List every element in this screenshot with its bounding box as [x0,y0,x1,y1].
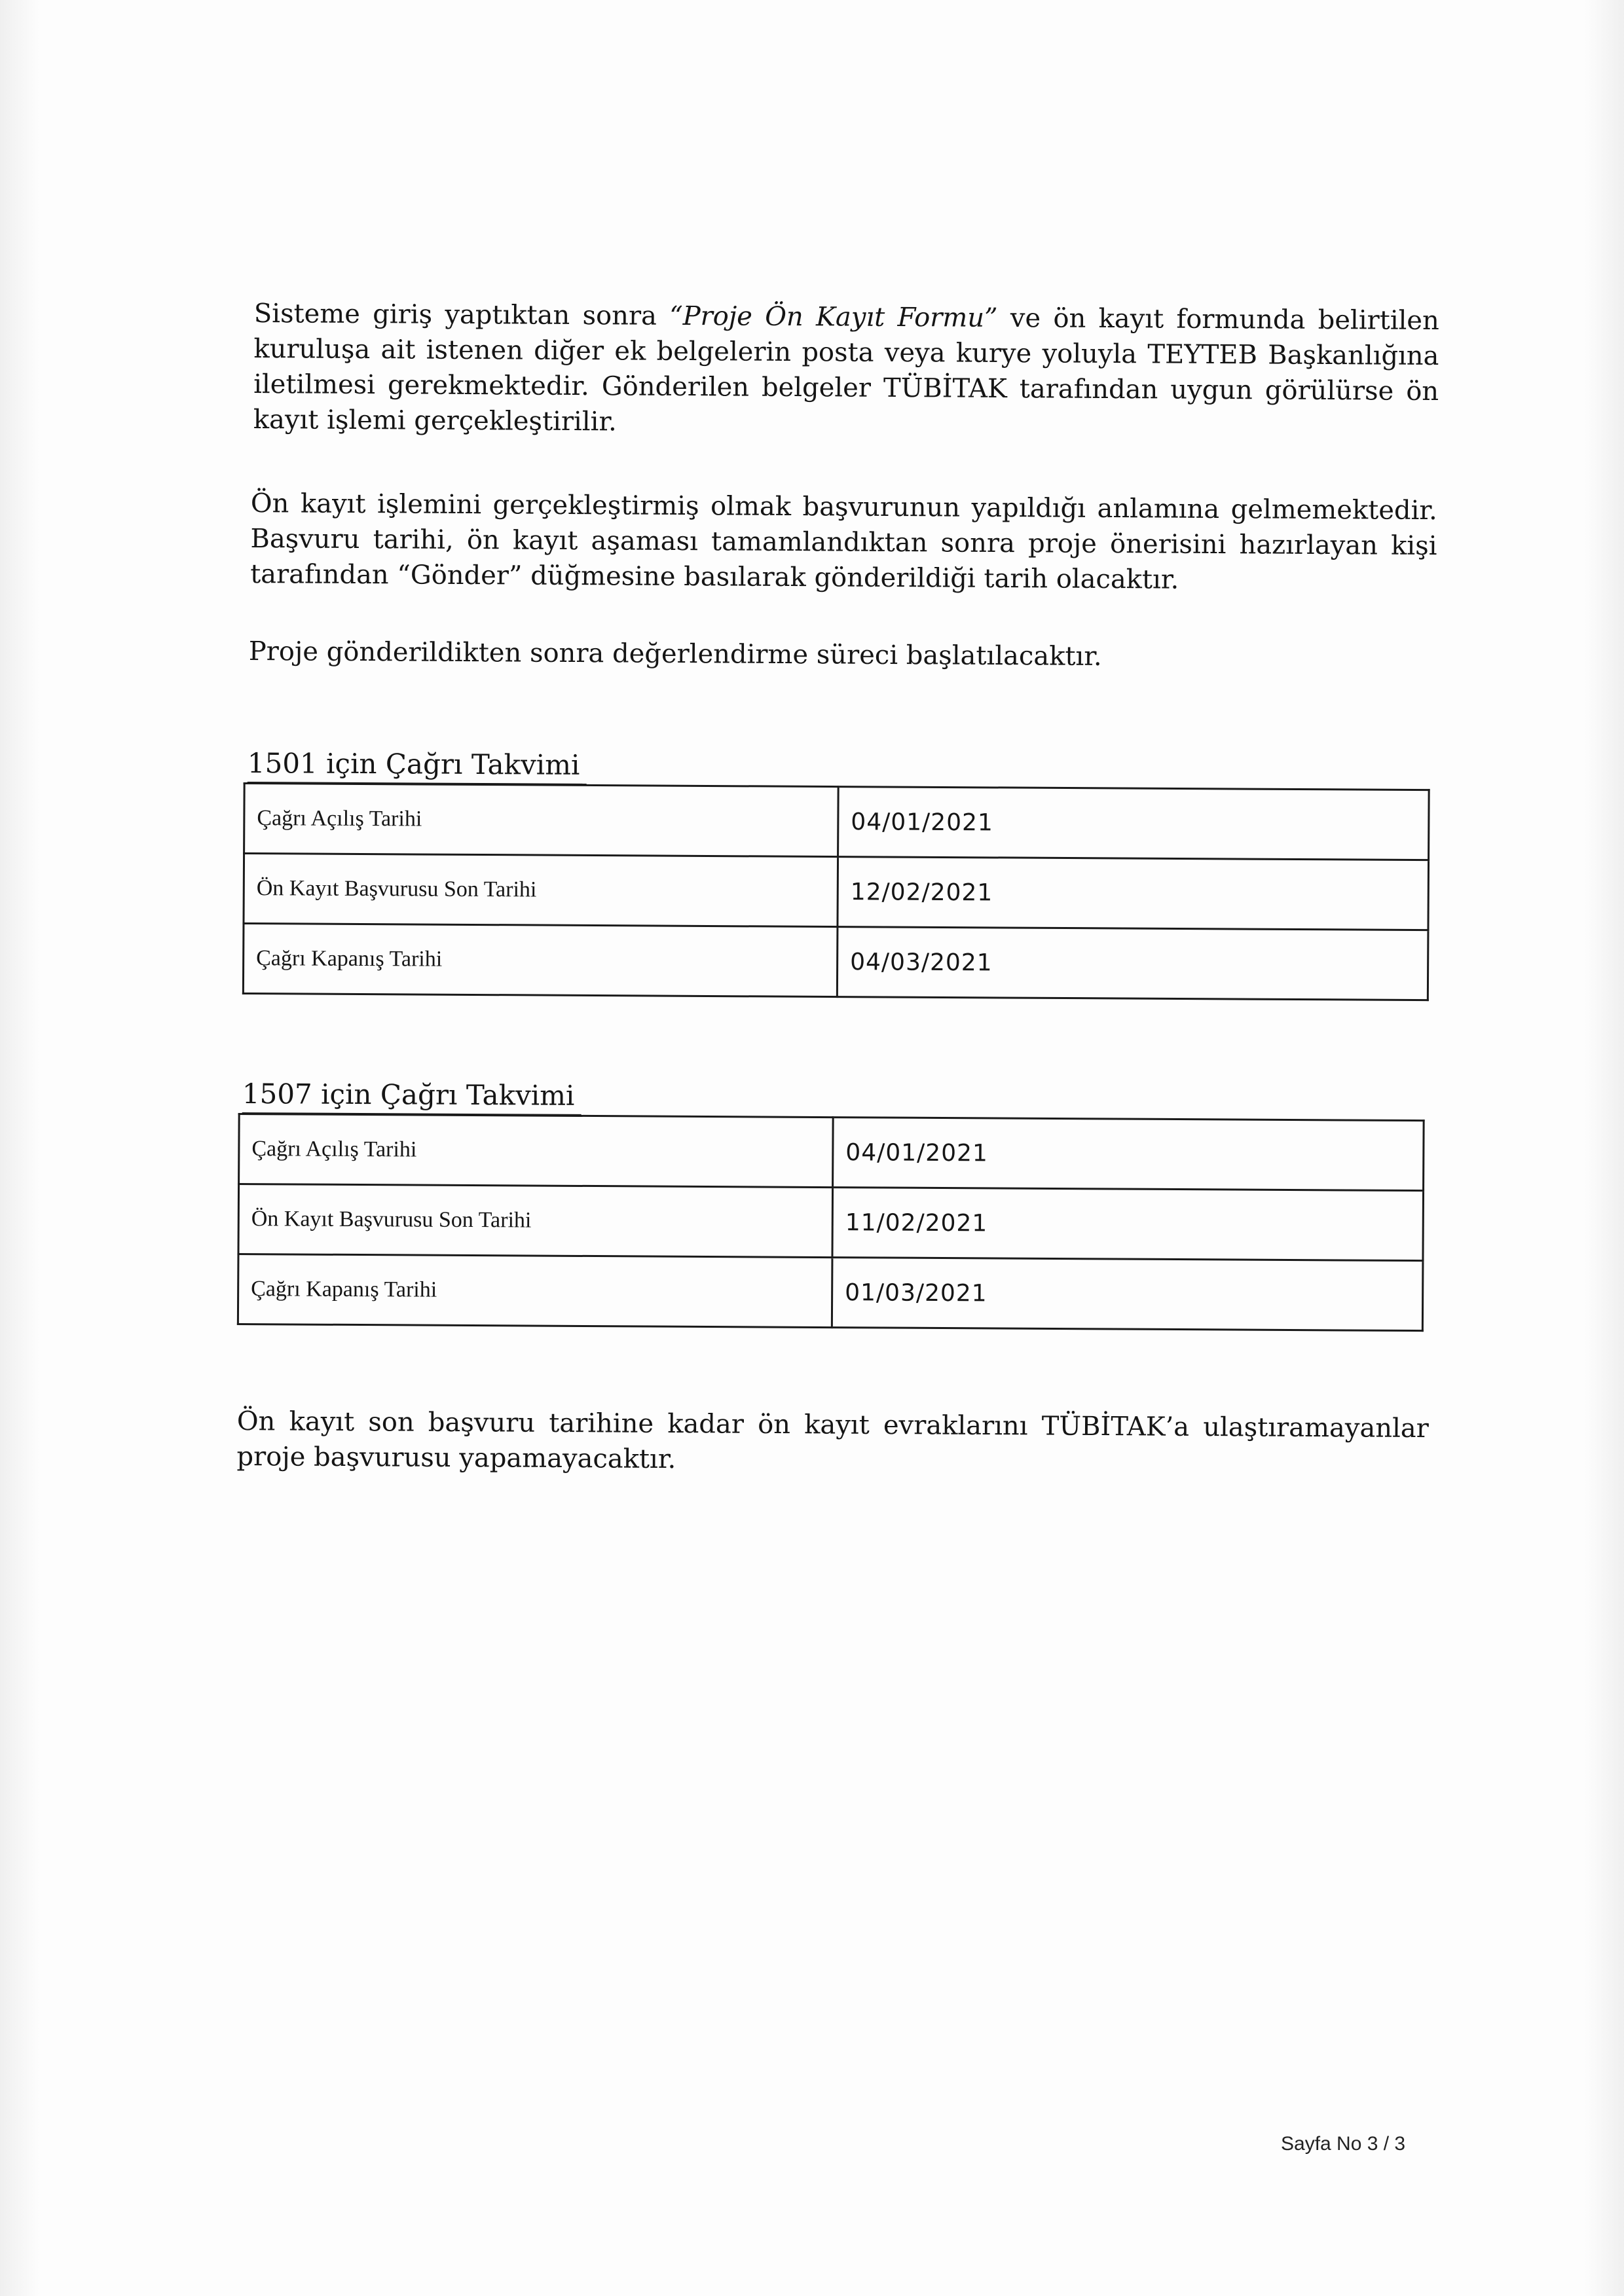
table-row [243,924,1428,1000]
table-row [238,1254,1423,1331]
row-date: 12/02/2021 [838,857,1429,930]
paragraph-application-date [250,486,1437,599]
text-span: Sisteme giriş yaptıktan sonra [253,298,670,331]
row-date: 01/03/2021 [832,1258,1423,1331]
row-label: Ön Kayıt Başvurusu Son Tarihi [244,854,838,927]
calendar-table [237,1113,1425,1332]
scan-edge-right [1585,0,1624,2296]
row-date: 11/02/2021 [832,1188,1424,1261]
row-label: Çağrı Kapanış Tarihi [238,1254,832,1328]
calendar-table [242,782,1430,1001]
table-title: 1501 için Çağrı Takvimi [248,745,587,786]
table-row [244,784,1430,860]
paragraph-line: Proje gönderildikten sonra değerlendirme süreci başlatılacaktır. [248,636,1102,672]
paragraph-preregistration-documents [253,296,1439,445]
text-span: ve ön kayıt formunda belirtilen [997,302,1439,337]
row-date: 04/01/2021 [838,787,1430,860]
call-calendar-1507 [237,1076,1425,1332]
paragraph-line: tarafından “Gönder” düğmesine basılarak gönderildiği tarih olacaktır. [250,558,1179,595]
page-number: Sayfa No 3 / 3 [1281,2133,1406,2155]
row-date: 04/03/2021 [837,927,1428,1000]
row-date: 04/01/2021 [833,1118,1424,1191]
paragraph-line: Ön kayıt işlemini gerçekleştirmiş olmak başvurunun yapıldığı anlamına gelmemektedir. [250,488,1437,526]
paragraph-line: kuruluşa ait istenen diğer ek belgelerin posta veya kurye yoluyla TEYTEB Başkanlığına [253,333,1439,372]
table-row [244,854,1429,930]
paragraph-evaluation-start [249,634,1100,674]
row-label: Çağrı Açılış Tarihi [239,1114,834,1188]
paragraph-deadline-warning [236,1404,1429,1482]
table-row [238,1184,1424,1261]
row-label: Çağrı Açılış Tarihi [244,784,839,857]
scan-edge-left [0,0,39,2296]
form-name-italic: “Proje Ön Kayıt Formu” [669,301,998,333]
row-label: Çağrı Kapanış Tarihi [243,924,838,997]
paragraph-line: proje başvurusu yapamayacaktır. [236,1441,676,1475]
call-calendar-1501 [242,745,1430,1001]
paragraph-line: Başvuru tarihi, ön kayıt aşaması tamamlandıktan sonra proje önerisini hazırlayan kişi [250,523,1437,562]
table-title: 1507 için Çağrı Takvimi [242,1076,581,1116]
row-label: Ön Kayıt Başvurusu Son Tarihi [238,1184,833,1258]
paragraph-line: Ön kayıt son başvuru tarihine kadar ön kayıt evraklarını TÜBİTAK’a ulaştıramayanlar [236,1406,1429,1444]
paragraph-line: kayıt işlemi gerçekleştirilir. [253,404,617,437]
paragraph-line: iletilmesi gerekmektedir. Gönderilen belgeler TÜBİTAK tarafından uygun görülürse ön [253,369,1439,407]
table-row [239,1114,1424,1191]
